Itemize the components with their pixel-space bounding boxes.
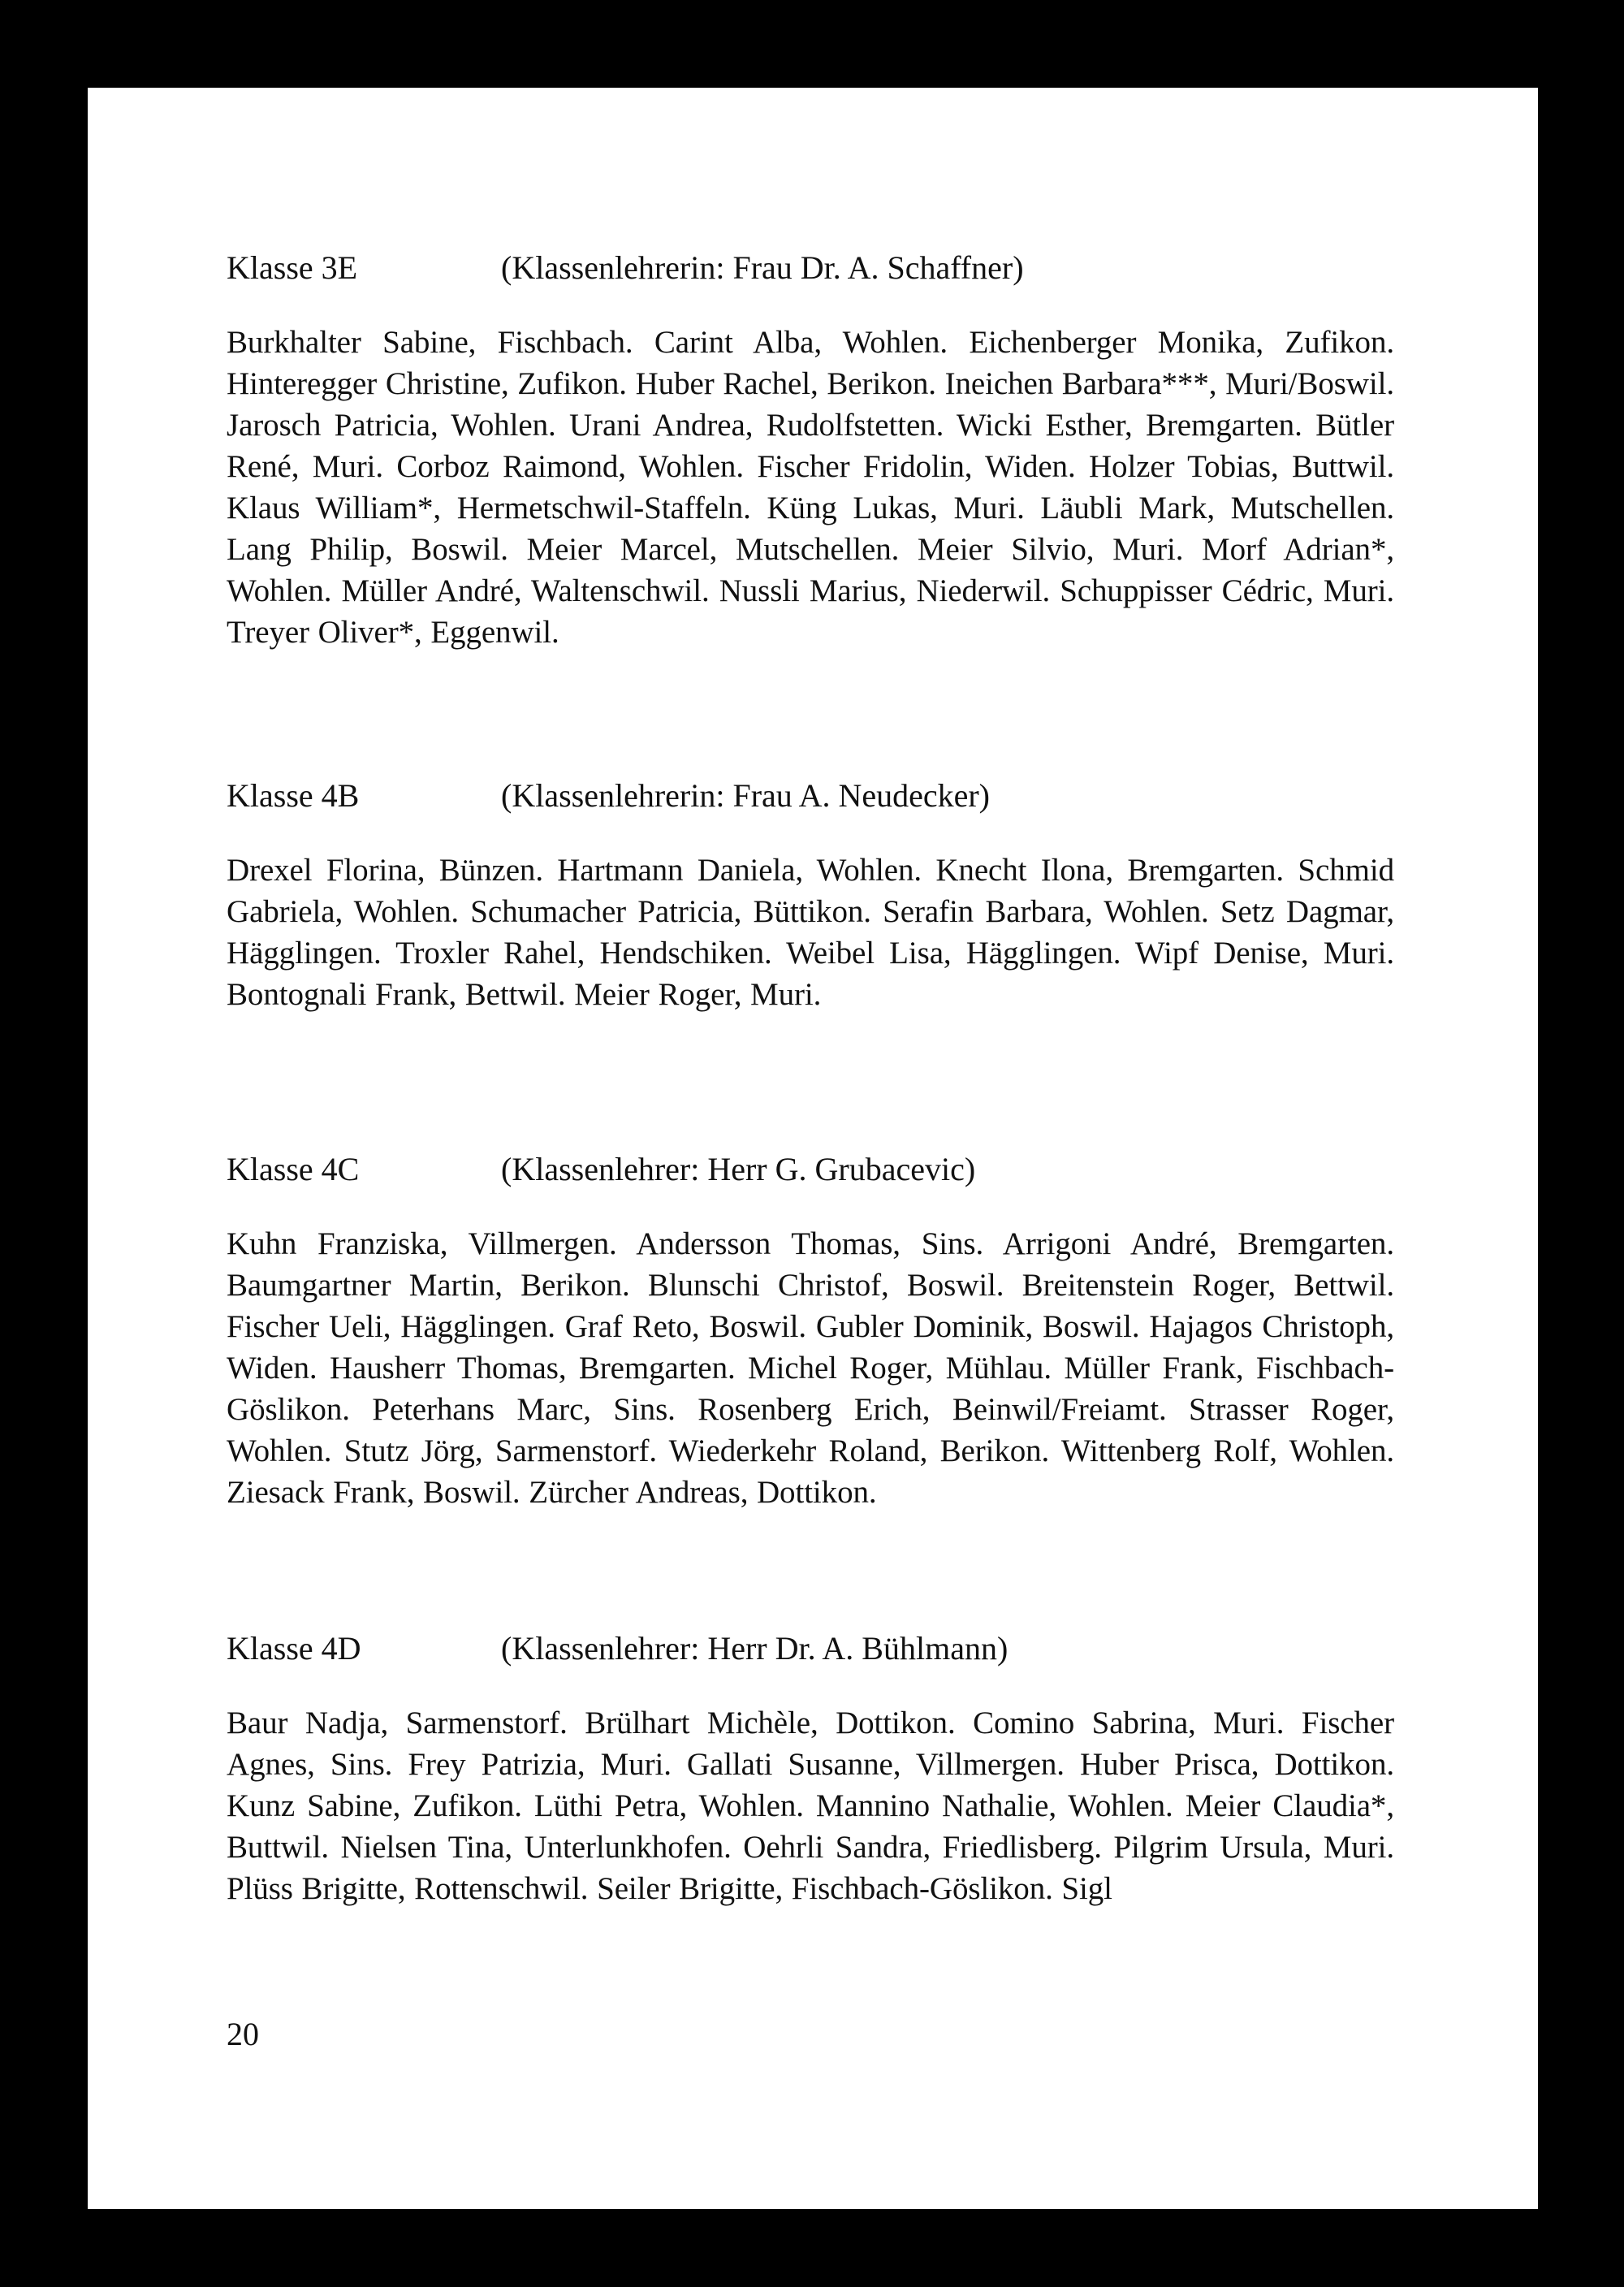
class-section-4b [227,772,1394,1015]
class-label: Klasse 4D [227,1630,361,1667]
teacher-label: (Klassenlehrer: Herr Dr. A. Bühlmann) [501,1630,1009,1667]
teacher-label: (Klassenlehrerin: Frau A. Neudecker) [501,777,990,814]
document-page [88,88,1538,2209]
teacher-label: (Klassenlehrer: Herr G. Grubacevic) [501,1151,976,1187]
page-number: 20 [227,2016,259,2052]
section-heading [227,244,1394,292]
section-heading [227,772,1394,820]
student-list: Drexel Florina, Bünzen. Hartmann Daniela, Wohlen. Knecht Ilona, Bremgarten. Schmid Gabriela, Wohlen. Schumacher Patricia, Büttikon. Serafin Barbara, Wohlen. Setz Dagmar, Hägglingen. Troxler Rahel, Hendschiken. Weibel Lisa, Hägglingen. Wipf Denise, Muri. Bontognali Frank, Bettwil. Meier Roger, Muri. [227,853,1394,1012]
section-heading [227,1624,1394,1673]
section-heading [227,1145,1394,1194]
class-section-4d [227,1624,1394,1909]
student-list: Baur Nadja, Sarmenstorf. Brülhart Michèle, Dottikon. Comino Sabrina, Muri. Fischer Agnes, Sins. Frey Patrizia, Muri. Gallati Susanne, Villmergen. Huber Prisca, Dottikon. Kunz Sabine, Zufikon. Lüthi Petra, Wohlen. Mannino Nathalie, Wohlen. Meier Claudia*, Buttwil. Nielsen Tina, Unterlunkhofen. Oehrli Sandra, Friedlisberg. Pilgrim Ursula, Muri. Plüss Brigitte, Rottenschwil. Seiler Brigitte, Fischbach-Göslikon. Sigl [227,1706,1394,1906]
student-list: Kuhn Franziska, Villmergen. Andersson Thomas, Sins. Arrigoni André, Bremgarten. Baumgartner Martin, Berikon. Blunschi Christof, Boswil. Breitenstein Roger, Bettwil. Fischer Ueli, Hägglingen. Graf Reto, Boswil. Gubler Dominik, Boswil. Hajagos Christoph, Widen. Hausherr Thomas, Bremgarten. Michel Roger, Mühlau. Müller Frank, Fischbach-Göslikon. Peterhans Marc, Sins. Rosenberg Erich, Beinwil/Freiamt. Strasser Roger, Wohlen. Stutz Jörg, Sarmenstorf. Wiederkehr Roland, Berikon. Wittenberg Rolf, Wohlen. Ziesack Frank, Boswil. Zürcher Andreas, Dottikon. [227,1226,1394,1510]
class-section-3e [227,244,1394,653]
class-label: Klasse 4C [227,1151,360,1187]
student-list: Burkhalter Sabine, Fischbach. Carint Alba, Wohlen. Eichenberger Monika, Zufikon. Hinteregger Christine, Zufikon. Huber Rachel, Berikon. Ineichen Barbara***, Muri/Boswil. Jarosch Patricia, Wohlen. Urani Andrea, Rudolfstetten. Wicki Esther, Bremgarten. Bütler René, Muri. Corboz Raimond, Wohlen. Fischer Fridolin, Widen. Holzer Tobias, Buttwil. Klaus William*, Hermetschwil-Staffeln. Küng Lukas, Muri. Läubli Mark, Mutschellen. Lang Philip, Boswil. Meier Marcel, Mutschellen. Meier Silvio, Muri. Morf Adrian*, Wohlen. Müller André, Waltenschwil. Nussli Marius, Niederwil. Schuppisser Cédric, Muri. Treyer Oliver*, Eggenwil. [227,325,1394,650]
class-label: Klasse 4B [227,777,360,814]
teacher-label: (Klassenlehrerin: Frau Dr. A. Schaffner) [501,249,1024,286]
class-label: Klasse 3E [227,249,358,286]
class-section-4c [227,1145,1394,1513]
